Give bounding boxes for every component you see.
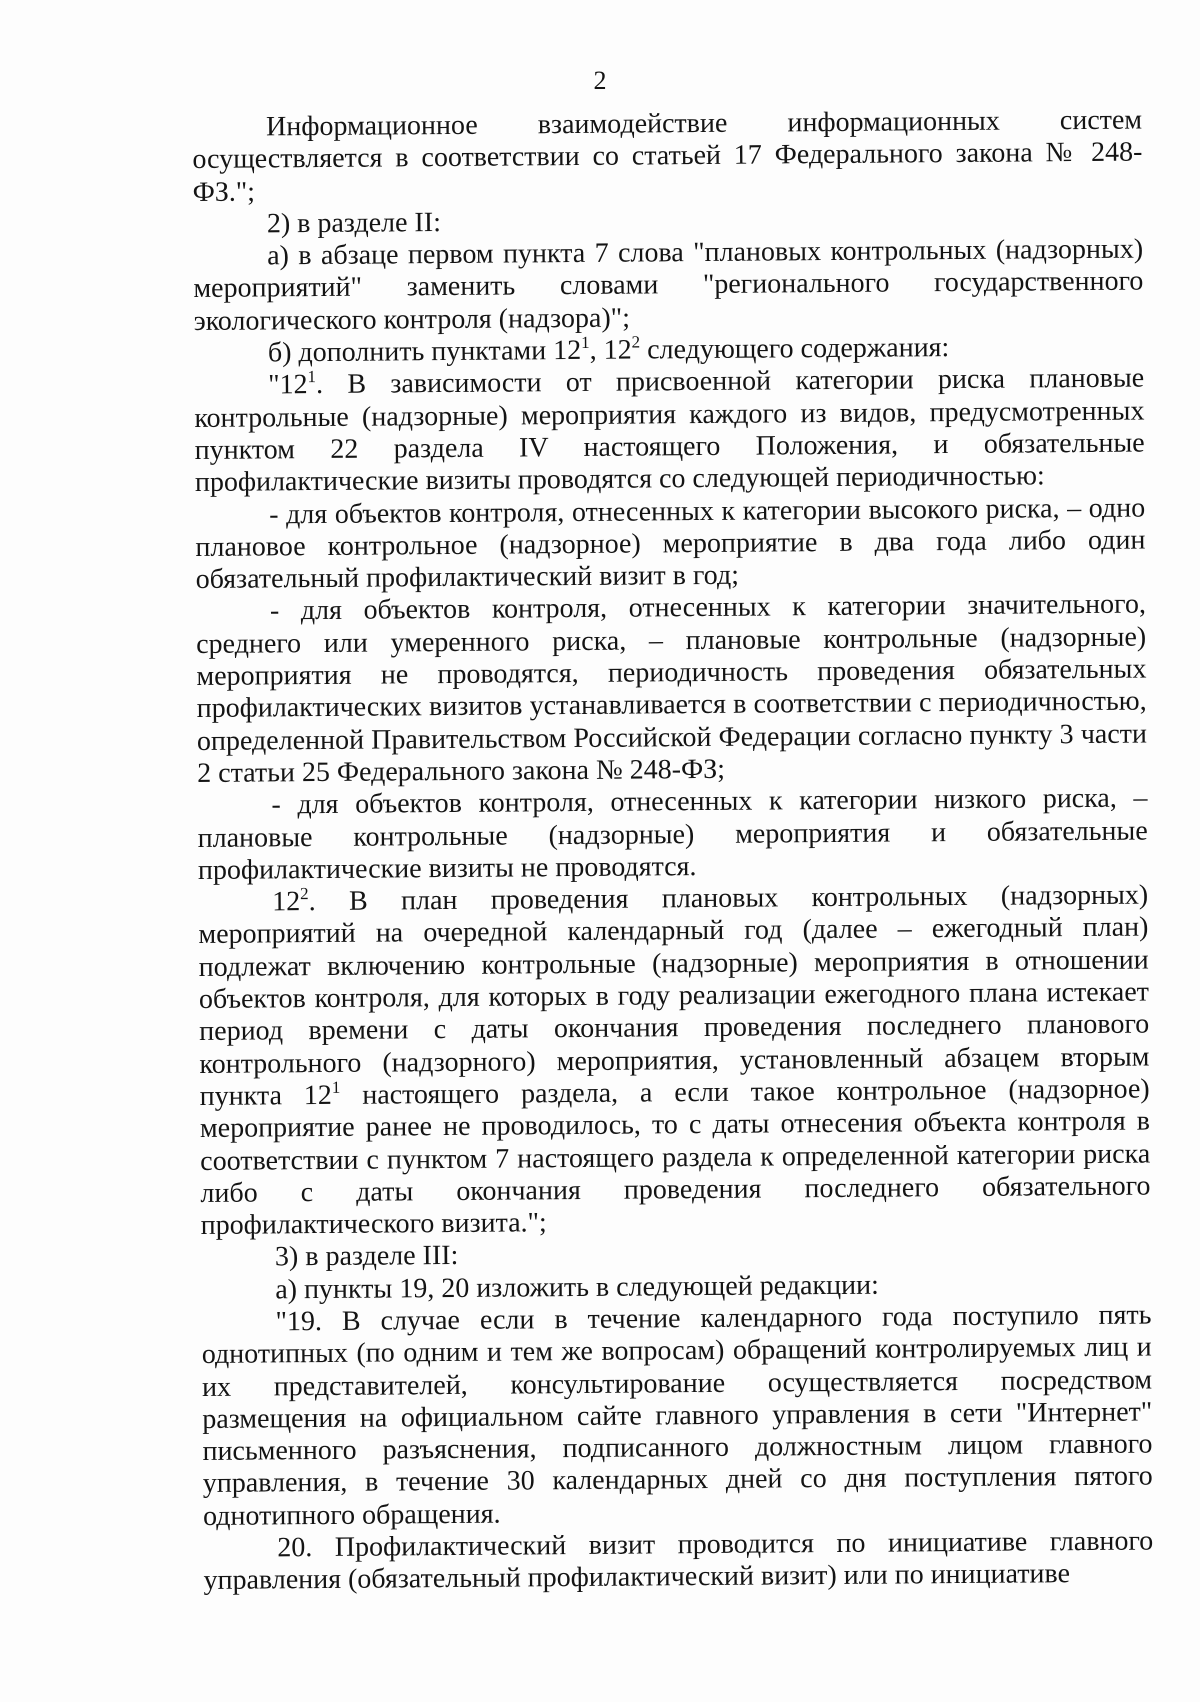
text-run: а) в абзаце первом пункта 7 слова "плановых контрольных (надзорных) мероприятий" заменить словами "регионального государственного экологического контроля (надзора)"; (193, 233, 1144, 337)
paragraph (196, 589, 1147, 790)
paragraph (195, 492, 1146, 596)
text-run: 20. Профилактический визит проводится по инициативе главного управления (обязательный профилактический визит) или по инициативе (203, 1525, 1154, 1597)
text-run: . В зависимости от присвоенной категории риска плановые контрольные (надзорные) мероприятия каждого из видов, предусмотренных пунктом 22 раздела IV настоящего Положения, и обязательные профилактические визиты проводятся со следующей периодичностью: (194, 362, 1145, 499)
superscript: 1 (331, 1077, 341, 1097)
text-run: 12 (272, 886, 301, 918)
text-run: 3) в разделе III: (274, 1240, 459, 1273)
text-run: настоящего раздела, а если такое контрольное (надзорное) мероприятие ранее не проводилось, то с даты отнесения объекта контроля в соответствии с пунктом 7 настоящего раздела к определенной категории риска либо с даты окончания проведения последнего обязательного профилактического визита."; (199, 1073, 1151, 1242)
document-body (192, 105, 1154, 1598)
text-run: "19. В случае если в течение календарного года поступило пять однотипных (по одним и тем же вопросам) обращений контролируемых лиц и их представителей, консультирование осуществляется посредством размещения на официальном сайте главного управления в сети "Интернет" письменного разъяснения, подписанного должностным лицом главного управления, в течение 30 календарных дней со дня поступления пятого однотипного обращения. (201, 1299, 1153, 1532)
paragraph (198, 880, 1151, 1243)
superscript: 2 (631, 332, 641, 352)
superscript: 1 (581, 332, 590, 353)
text-run: - для объектов контроля, отнесенных к категории значительного, среднего или умеренного риска, – плановые контрольные (надзорные) мероприятия не проводятся, периодичность проведения обязательных профилактических визитов устанавливается в соответствии с периодичностью, определенной Правительством Российской Федерации согласно пункту 3 части 2 статьи 25 Федерального закона № 248-ФЗ; (196, 588, 1148, 789)
text-run: - для объектов контроля, отнесенных к категории высокого риска, – одно плановое контрольное (надзорное) мероприятие в два года либо один обязательный профилактический визит в год; (195, 492, 1146, 596)
text-run: 2) в разделе II: (266, 206, 442, 240)
paragraph (194, 363, 1145, 500)
text-run: Информационное взаимодействие информационных систем осуществляется в соответствии со статьей 17 Федерального закона № 248-ФЗ."; (192, 104, 1143, 208)
superscript: 1 (307, 367, 317, 387)
page-number: 2 (593, 66, 607, 95)
text-run: . В план проведения плановых контрольных (надзорных) мероприятий на очередной календарный год (далее – ежегодный план) подлежат включению контрольные (надзорные) мероприятия в отношении объектов контроля, для которых в году реализации ежегодного плана истекает период времени с даты окончания проведения последнего планового контрольного (надзорного) мероприятия, установленный абзацем вторым пункта 12 (198, 879, 1150, 1112)
text-run: "12 (268, 369, 308, 401)
paragraph (197, 783, 1148, 887)
text-run: , 12 (589, 334, 632, 366)
text-run: следующего содержания: (640, 332, 950, 366)
paragraph (192, 105, 1143, 209)
text-run: - для объектов контроля, отнесенных к категории низкого риска, – плановые контрольные (надзорные) мероприятия и обязательные профилактические визиты не проводятся. (197, 782, 1148, 886)
paragraph (203, 1526, 1153, 1598)
text-run: б) дополнить пунктами 12 (267, 335, 582, 369)
paragraph (193, 234, 1144, 338)
paragraph (201, 1299, 1153, 1533)
superscript: 2 (300, 884, 309, 904)
text-run: а) пункты 19, 20 изложить в следующей редакции: (275, 1269, 879, 1306)
